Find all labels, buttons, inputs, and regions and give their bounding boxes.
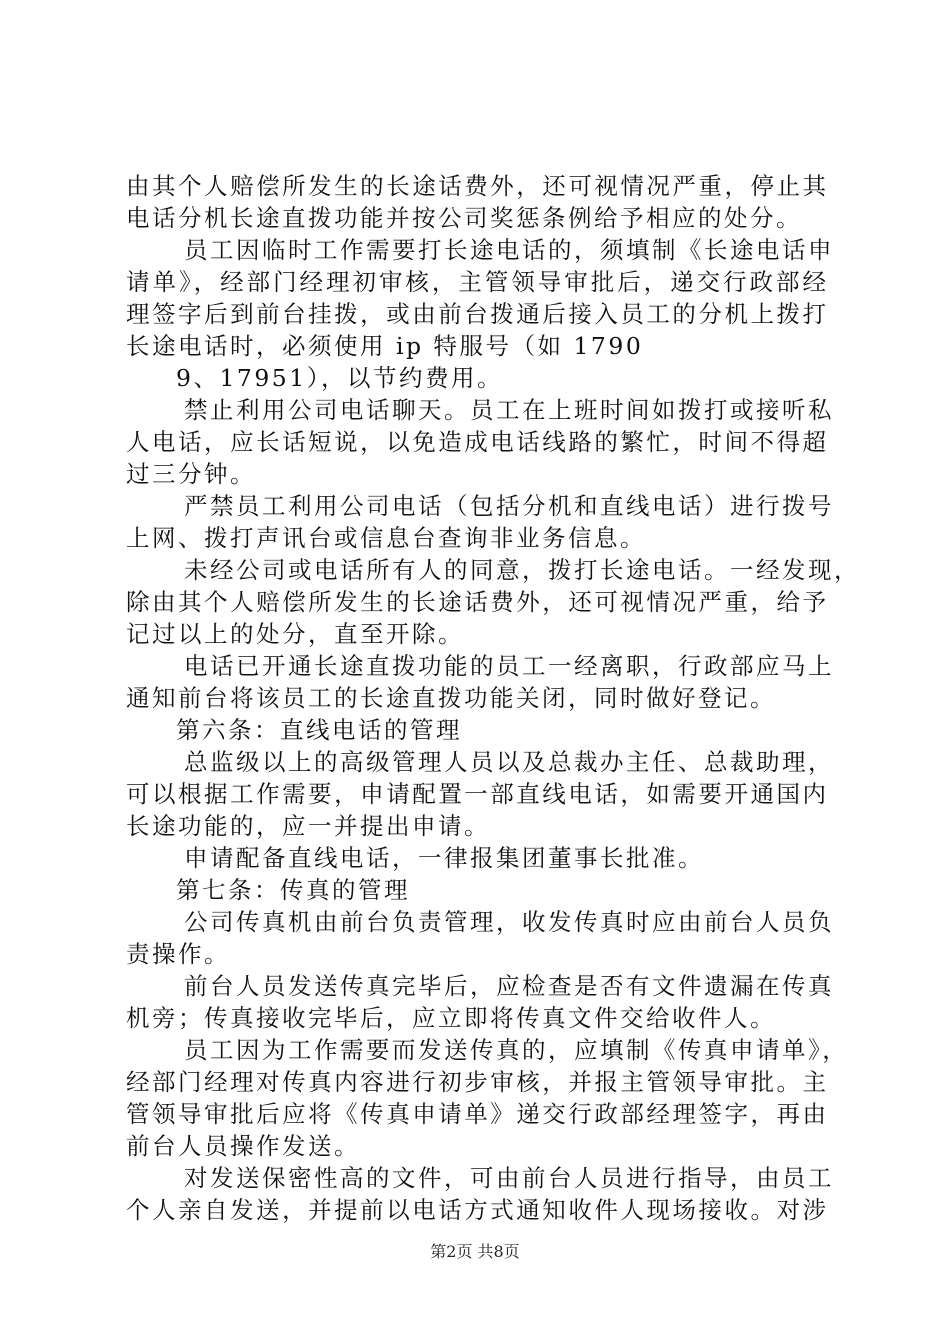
body-text	[126, 170, 860, 1226]
text-line: 长途功能的，应一并提出申请。	[126, 812, 490, 840]
text-line: 记过以上的处分，直至开除。	[126, 620, 464, 648]
text-line: 未经公司或电话所有人的同意，拨打长途电话。一经发现，	[184, 556, 860, 584]
text-line: 员工因临时工作需要打长途电话的，须填制《长途电话申	[184, 236, 834, 264]
text-line: 申请配备直线电话，一律报集团董事长批准。	[184, 844, 704, 872]
text-line: 上网、拨打声讯台或信息台查询非业务信息。	[126, 524, 646, 552]
text-line: 9、17951），以节约费用。	[176, 364, 503, 392]
text-line: 严禁员工利用公司电话（包括分机和直线电话）进行拨号	[184, 492, 834, 520]
text-line: 可以根据工作需要，申请配置一部直线电话，如需要开通国内	[126, 780, 826, 808]
text-line: 前台人员发送传真完毕后，应检查是否有文件遗漏在传真	[184, 972, 834, 1000]
text-line: 管领导审批后应将《传真申请单》递交行政部经理签字，再由	[126, 1100, 826, 1128]
text-line: 电话已开通长途直拨功能的员工一经离职，行政部应马上	[184, 652, 834, 680]
text-line: 员工因为工作需要而发送传真的，应填制《传真申请单》，	[184, 1036, 849, 1064]
text-line: 经部门经理对传真内容进行初步审核，并报主管领导审批。主	[126, 1068, 826, 1096]
text-line: 通知前台将该员工的长途直拨功能关闭，同时做好登记。	[126, 684, 776, 712]
text-line: 机旁；传真接收完毕后，应立即将传真文件交给收件人。	[126, 1004, 776, 1032]
text-line: 个人亲自发送，并提前以电话方式通知收件人现场接收。对涉	[126, 1196, 826, 1224]
text-line: 禁止利用公司电话聊天。员工在上班时间如拨打或接听私	[184, 396, 834, 424]
text-line: 长途电话时，必须使用 ip 特服号（如 1790	[126, 332, 644, 360]
text-line: 前台人员操作发送。	[126, 1132, 360, 1160]
text-line: 电话分机长途直拨功能并按公司奖惩条例给予相应的处分。	[126, 204, 802, 232]
page-footer: 第2页 共8页	[430, 1242, 520, 1261]
text-line: 理签字后到前台挂拨，或由前台拨通后接入员工的分机上拨打	[126, 300, 826, 328]
text-line: 请单》，经部门经理初审核，主管领导审批后，递交行政部经	[126, 268, 826, 296]
text-line: 总监级以上的高级管理人员以及总裁办主任、总裁助理，	[184, 748, 834, 776]
text-line: 人电话，应长话短说，以免造成电话线路的繁忙，时间不得超	[126, 428, 826, 456]
text-line: 责操作。	[126, 940, 230, 968]
section-heading: 第七条：传真的管理	[176, 876, 410, 904]
text-line: 过三分钟。	[126, 460, 256, 488]
text-line: 对发送保密性高的文件，可由前台人员进行指导，由员工	[184, 1164, 834, 1192]
text-line: 除由其个人赔偿所发生的长途话费外，还可视情况严重，给予	[126, 588, 826, 616]
text-line: 由其个人赔偿所发生的长途话费外，还可视情况严重，停止其	[126, 172, 826, 200]
section-heading: 第六条：直线电话的管理	[176, 716, 462, 744]
text-line: 公司传真机由前台负责管理，收发传真时应由前台人员负	[184, 908, 834, 936]
